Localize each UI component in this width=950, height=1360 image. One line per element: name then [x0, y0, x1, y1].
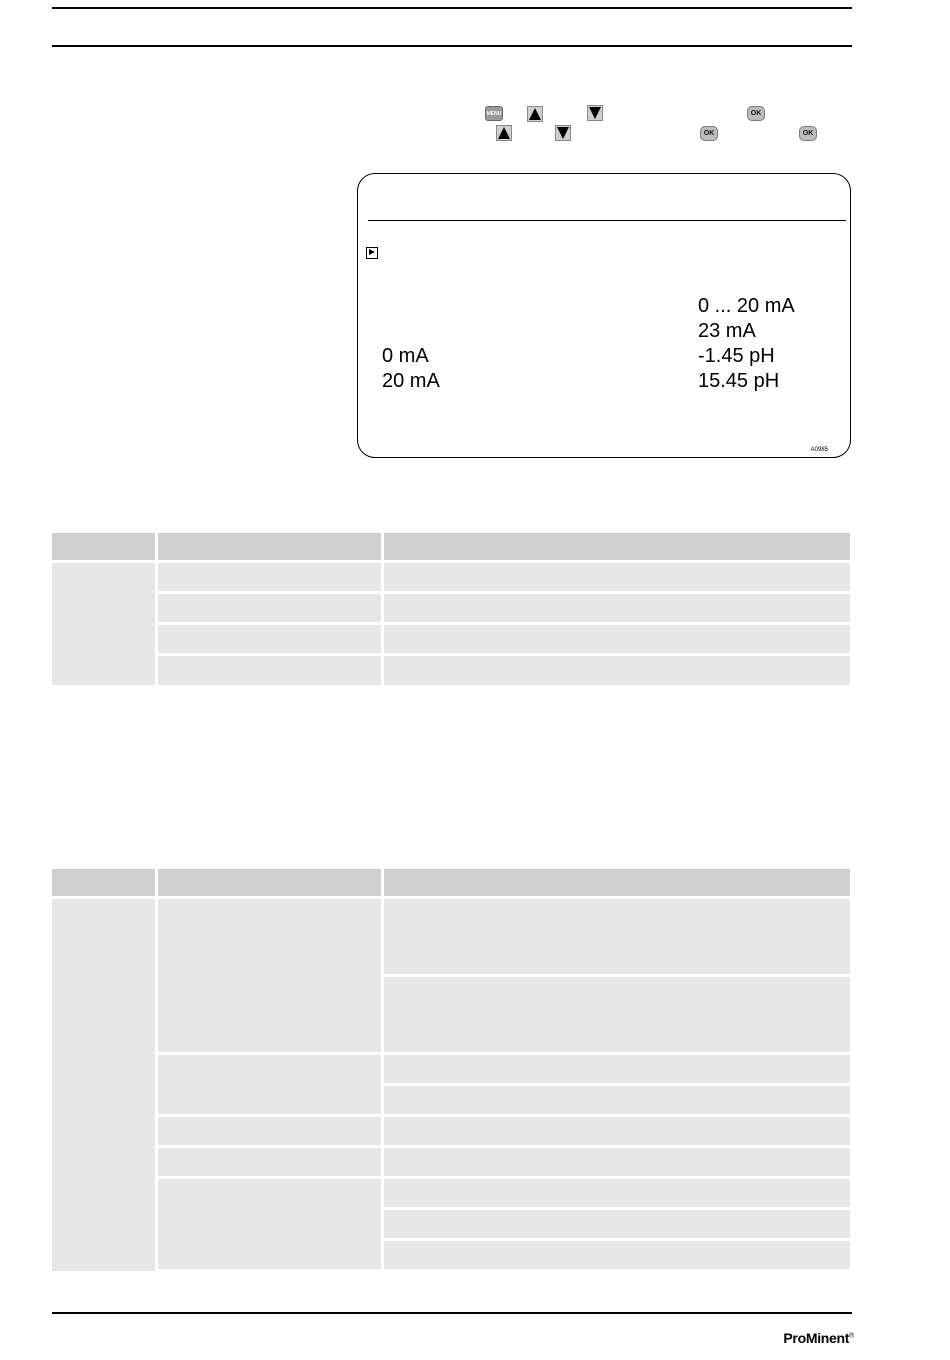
- table-row: [384, 1210, 850, 1238]
- ok-key-icon: [799, 126, 817, 141]
- table-row: [158, 656, 381, 685]
- display-title-rule: [368, 220, 846, 221]
- figure-id: A0985: [810, 447, 828, 453]
- table-header-cell: [52, 533, 155, 560]
- ok-key-icon: [700, 126, 718, 141]
- table-row: [384, 1241, 850, 1269]
- high-ph-value: 15.45 pH: [698, 370, 780, 392]
- table-row: [158, 563, 381, 591]
- up-arrow-key-icon: [527, 106, 543, 122]
- header-rule-bottom: [52, 45, 852, 47]
- table-row: [384, 1117, 850, 1145]
- table-row: [158, 625, 381, 653]
- table-row: [158, 899, 381, 1052]
- table-row: [158, 594, 381, 622]
- brand-name: ProMinent: [783, 1330, 850, 1346]
- ok-key-label: OK: [802, 130, 814, 137]
- table-row: [384, 899, 850, 974]
- table-row: [384, 625, 850, 653]
- table-row: [384, 594, 850, 622]
- down-arrow-key-icon: [555, 125, 571, 141]
- table-header-cell: [384, 869, 850, 896]
- table-header-cell: [384, 533, 850, 560]
- high-current-label: 20 mA: [382, 370, 440, 392]
- table-row: [384, 656, 850, 685]
- brand-logo: [783, 1330, 854, 1346]
- ok-key-label: OK: [750, 110, 762, 117]
- down-arrow-key-icon: [587, 105, 603, 121]
- up-arrow-key-icon: [496, 125, 512, 141]
- menu-key-label: MENU: [486, 110, 502, 117]
- table-row: [158, 1055, 381, 1114]
- low-ph-value: -1.45 pH: [698, 345, 775, 367]
- header-rule-top: [52, 7, 852, 9]
- table-row: [158, 1179, 381, 1269]
- ok-key-icon: [747, 106, 765, 121]
- controller-display: [357, 173, 851, 458]
- table-row: [384, 977, 850, 1052]
- table-row: [384, 563, 850, 591]
- table-row: [384, 1086, 850, 1114]
- table-row: [384, 1179, 850, 1207]
- low-current-label: 0 mA: [382, 345, 429, 367]
- table-row: [158, 1148, 381, 1176]
- selection-cursor-icon: [366, 247, 378, 259]
- table-group-cell: [52, 899, 155, 1271]
- table-row: [158, 1117, 381, 1145]
- range-value: 0 ... 20 mA: [698, 295, 795, 317]
- brand-registered-mark: ®: [849, 1332, 854, 1340]
- table-header-cell: [52, 869, 155, 896]
- ok-key-label: OK: [703, 130, 715, 137]
- table-row: [384, 1055, 850, 1083]
- menu-key-icon: [485, 106, 503, 121]
- table-group-cell: [52, 563, 155, 685]
- table-header-cell: [158, 533, 381, 560]
- error-current-value: 23 mA: [698, 320, 756, 342]
- table-header-cell: [158, 869, 381, 896]
- table-row: [384, 1148, 850, 1176]
- footer-rule: [52, 1312, 852, 1314]
